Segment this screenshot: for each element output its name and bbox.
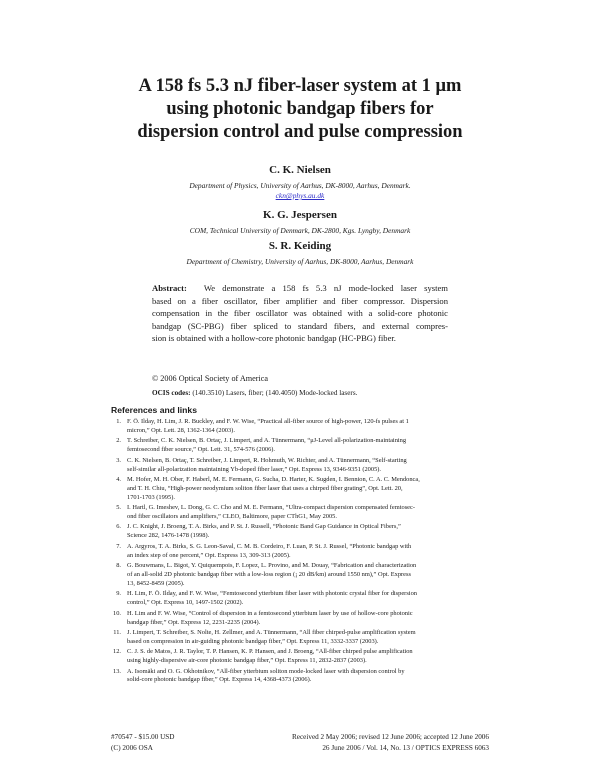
reference-line: 13, 8452-8459 (2005). [127,579,185,587]
reference-line: H. Lim, F. Ö. Ilday, and F. W. Wise, “Femtosecond ytterbium fiber laser with photonic crystal fiber for dispersion [127,590,417,598]
reference-line: bandgap fiber,” Opt. Express 12, 2231-2235 (2004). [127,618,261,626]
reference-item [111,457,489,475]
reference-text [127,562,489,589]
author-block-2 [60,208,540,236]
paper-title [60,75,540,144]
reference-item [111,543,489,561]
abstract-line: We demonstrate a 158 fs 5.3 nJ mode-locked laser system [203,283,448,293]
reference-line: using highly-dispersive air-core photonic bandgap fiber,” Opt. Express 11, 2832-2837 (2003). [127,657,367,665]
abstract-line: compensation in the fiber oscillator was obtained with a solid-core photonic [152,308,448,319]
reference-item [111,504,489,522]
author-affiliation: Department of Chemistry, University of Aarhus, DK-8000, Aarhus, Denmark [186,257,414,266]
author-affiliation: Department of Physics, University of Aarhus, DK-8000, Aarhus, Denmark. [189,181,411,190]
reference-text [127,648,489,666]
abstract-line: based on a fiber oscillator, fiber amplifier and fiber compressor. Dispersion [152,295,448,306]
reference-number: 10. [113,609,121,617]
reference-line: an index step of one percent,” Opt. Express 13, 309-313 (2005). [127,551,291,559]
reference-line: based on compression in air-guiding photonic bandgap fiber,” Opt. Express 11, 3332-3337 (2003). [127,637,379,645]
reference-line: M. Hofer, M. H. Ober, F. Haberl, M. E. Fermann, G. Sucha, D. Harter, K. Sugden, I. Bennion, C. A. C. Mendonca, [127,475,420,483]
author-name: C. K. Nielsen [269,164,331,176]
reference-text [127,668,489,686]
reference-item [111,590,489,608]
reference-text [127,418,489,436]
reference-line: C. K. Nielsen, B. Ortaç, T. Schreiber, J. Limpert, R. Hohmuth, W. Richter, and A. Tünnermann, “Self-starting [127,456,407,464]
author-name: S. R. Keiding [268,240,332,252]
reference-line: solid-core photonic bandgap fiber,” Opt. Express 14, 4368-4373 (2006). [127,676,312,684]
reference-list [111,418,489,687]
footer-copyright: (C) 2006 OSA [111,744,153,752]
reference-text [127,437,489,455]
author-name: K. G. Jespersen [263,209,337,221]
reference-line: J. Limpert, T. Schreiber, S. Nolte, H. Zellmer, and A. Tünnermann, “All fiber chirped-pulse amplification system [127,628,416,636]
reference-line: I. Hartl, G. Imeshev, L. Dong, G. C. Cho and M. E. Fermann, “Ultra-compact dispersion compensated femtosec- [127,504,415,512]
reference-line: micron,” Opt. Lett. 28, 1362-1364 (2003). [127,426,235,434]
abstract-line: bandgap (SC-PBG) fiber spliced to standard fibers, and external compres- [152,320,448,331]
reference-text [127,457,489,475]
reference-line: J. C. Knight, J. Broeng, T. A. Birks, and P. St. J. Russell, “Photonic Band Gap Guidance in Optical Fibers,” [127,523,401,531]
ocis-label: OCIS codes: [152,389,191,397]
reference-number: 13. [113,667,121,675]
reference-text [127,610,489,628]
reference-line: H. Lim and F. W. Wise, “Control of dispersion in a femtosecond ytterbium laser by use of hollow-core photonic [127,609,413,617]
reference-item [111,437,489,455]
reference-number: 1. [116,418,121,425]
reference-item [111,562,489,589]
reference-line: Science 282, 1476-1478 (1998). [127,532,210,540]
footer-journal: 26 June 2006 / Vol. 14, No. 13 / OPTICS EXPRESS 6063 [322,744,489,752]
title-line: dispersion control and pulse compression [137,122,463,142]
reference-number: 3. [116,456,121,464]
reference-line: 1701-1703 (1995). [127,493,175,501]
reference-text [127,629,489,647]
reference-line: G. Bouwmans, L. Bigot, Y. Quiquempois, F. Lopez, L. Provino, and M. Douay, “Fabrication and characterization [127,562,417,570]
title-line: A 158 fs 5.3 nJ fiber-laser system at 1 μm [138,76,462,96]
reference-number: 11. [113,628,121,636]
reference-line: F. Ö. Ilday, H. Lim, J. R. Buckley, and F. W. Wise, “Practical all-fiber source of high-power, 120-fs pulses at 1 [127,418,409,425]
title-line: using photonic bandgap fibers for [166,99,434,119]
author-affiliation: COM, Technical University of Denmark, DK-2800, Kgs. Lyngby, Denmark [189,226,411,235]
reference-line: ond fiber oscillators and amplifiers,” CLEO, Baltimore, paper CThG1, May 2005. [127,513,337,521]
reference-number: 6. [116,523,121,531]
ocis-text: (140.3510) Lasers, fiber; (140.4050) Mode-locked lasers. [192,389,358,397]
reference-item [111,523,489,541]
reference-line: T. Schreiber, C. K. Nielsen, B. Ortaç, J. Limpert, and A. Tünnermann, “μJ-Level all-polarization-maintaining [127,437,407,445]
abstract-label: Abstract: [152,283,187,293]
reference-number: 2. [116,437,121,445]
reference-text [127,476,489,503]
reference-number: 4. [116,475,121,483]
abstract-line: sion is obtained with a hollow-core photonic bandgap (HC-PBG) fiber. [152,333,396,344]
reference-line: and T. H. Chiu, “High-power neodymium soliton fiber laser that uses a chirped fiber grating”, Opt. Lett. 20, [127,484,403,492]
reference-item [111,668,489,686]
reference-number: 12. [113,648,121,656]
copyright-notice: © 2006 Optical Society of America [152,374,269,383]
reference-line: C. J. S. de Matos, J. R. Taylor, T. P. Hansen, K. P. Hansen, and J. Broeng, “All-fiber chirped pulse amplification [127,648,413,656]
reference-line: self-similar all-polarization maintaining Yb-doped fiber laser,” Opt. Express 13, 9346-9351 (2005). [127,465,381,473]
reference-number: 7. [116,542,121,550]
reference-number: 5. [116,504,121,512]
reference-item [111,629,489,647]
author-email-link[interactable]: ckn@phys.au.dk [275,191,325,200]
footer-dates: Received 2 May 2006; revised 12 June 2006; accepted 12 June 2006 [291,733,489,741]
reference-item [111,476,489,503]
reference-line: A. Argyros, T. A. Birks, S. G. Leon-Saval, C. M. B. Cordeiro, F. Luan, P. St. J. Russel, “Photonic bandgap with [127,542,412,550]
reference-line: femtosecond fiber source,” Opt. Lett. 31, 574-576 (2006). [127,446,276,454]
abstract [152,282,448,345]
reference-text [127,590,489,608]
reference-item [111,418,489,436]
reference-text [127,543,489,561]
reference-number: 8. [116,562,121,570]
reference-text [127,504,489,522]
ocis-codes [152,388,357,398]
references-heading: References and links [111,405,197,415]
reference-line: A. Isomäki and O. G. Okhotnikov, “All-fiber ytterbium soliton mode-locked laser with dispersion control by [127,667,405,675]
footer-price: #70547 - $15.00 USD [111,733,175,741]
reference-item [111,648,489,666]
author-block-3 [60,239,540,267]
reference-item [111,610,489,628]
author-block-1 [60,163,540,201]
reference-line: control,” Opt. Express 10, 1497-1502 (2002). [127,599,244,607]
reference-line: of an all-solid 2D photonic bandgap fiber with a low-loss region (¡ 20 dB/km) around 1550 nm),” Opt. Express [127,571,411,578]
reference-number: 9. [116,590,121,598]
reference-text [127,523,489,541]
